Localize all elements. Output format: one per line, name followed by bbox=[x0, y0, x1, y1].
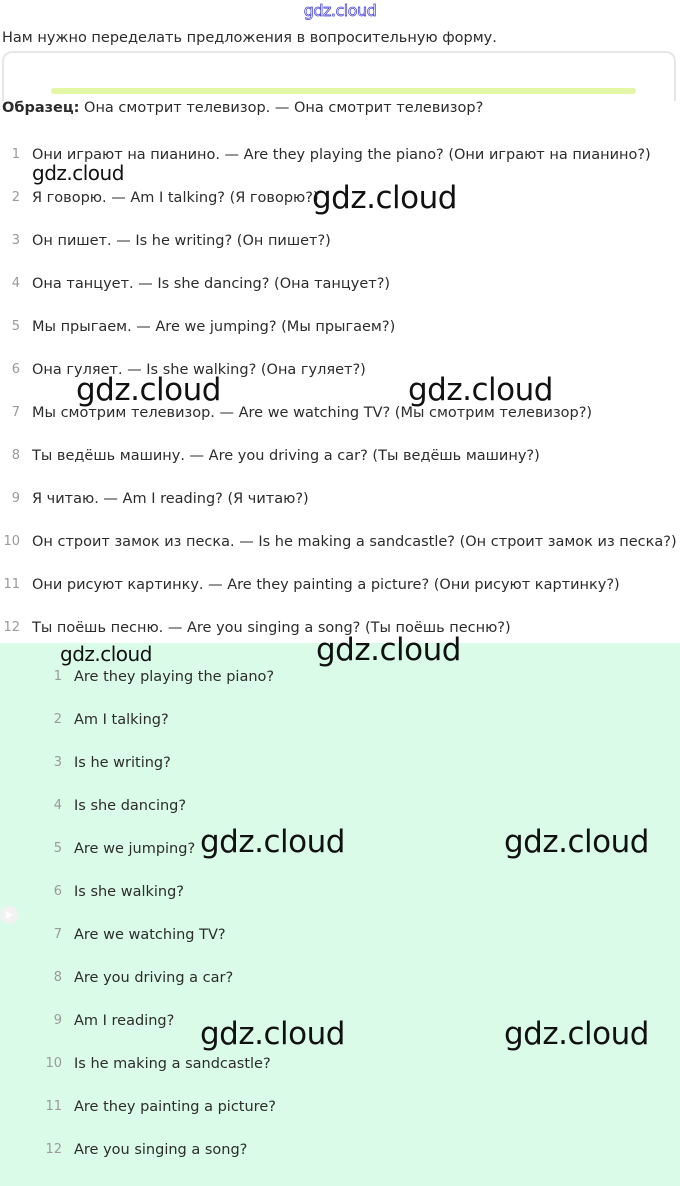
answer-text: Am I reading? bbox=[74, 1013, 175, 1029]
watermark: gdz.cloud bbox=[408, 372, 553, 408]
answer-text: Is he writing? bbox=[74, 755, 171, 771]
answer-text: Are we jumping? bbox=[74, 841, 196, 857]
task-number: 10 bbox=[3, 534, 20, 549]
answer-number: 4 bbox=[53, 798, 62, 813]
task-number: 9 bbox=[11, 491, 20, 506]
example-label: Образец: bbox=[2, 100, 80, 116]
answer-number: 6 bbox=[53, 884, 62, 899]
watermark: gdz.cloud bbox=[32, 161, 124, 185]
answer-text: Are you singing a song? bbox=[74, 1142, 248, 1158]
answer-number: 10 bbox=[45, 1056, 62, 1071]
answer-number: 3 bbox=[53, 755, 62, 770]
watermark: gdz.cloud bbox=[76, 372, 221, 408]
answer-number: 9 bbox=[53, 1013, 62, 1028]
answer-text: Is she walking? bbox=[74, 884, 185, 900]
site-watermark: gdz.cloud bbox=[303, 1, 377, 20]
progress-bar bbox=[51, 88, 636, 94]
watermark: gdz.cloud bbox=[60, 642, 152, 666]
intro-text: Нам нужно переделать предложения в вопросительную форму. bbox=[2, 30, 497, 46]
answer-number: 1 bbox=[53, 669, 62, 684]
watermark: gdz.cloud bbox=[200, 1016, 345, 1052]
task-number: 5 bbox=[11, 319, 20, 334]
answer-number: 8 bbox=[53, 970, 62, 985]
watermark: gdz.cloud bbox=[200, 824, 345, 860]
task-number: 6 bbox=[11, 362, 20, 377]
task-number: 2 bbox=[11, 190, 20, 205]
task-number: 12 bbox=[3, 620, 20, 635]
watermark: gdz.cloud bbox=[316, 632, 461, 668]
answer-text: Am I talking? bbox=[74, 712, 169, 728]
watermark: gdz.cloud bbox=[312, 180, 457, 216]
task-text: Они играют на пианино. — Are they playing the piano? (Они играют на пианино?) bbox=[32, 147, 651, 163]
answer-text: Are we watching TV? bbox=[74, 927, 226, 943]
task-text: Я читаю. — Am I reading? (Я читаю?) bbox=[32, 491, 309, 507]
task-number: 7 bbox=[11, 405, 20, 420]
task-text: Ты ведёшь машину. — Are you driving a car? (Ты ведёшь машину?) bbox=[32, 448, 540, 464]
task-text: Мы смотрим телевизор. — Are we watching TV? (Мы смотрим телевизор?) bbox=[32, 405, 593, 421]
answer-text: Is he making a sandcastle? bbox=[74, 1056, 271, 1072]
answer-number: 5 bbox=[53, 841, 62, 856]
task-text: Она гуляет. — Is she walking? (Она гуляет?) bbox=[32, 362, 366, 378]
watermark: gdz.cloud bbox=[504, 824, 649, 860]
watermark: gdz.cloud bbox=[504, 1016, 649, 1052]
task-text: Он строит замок из песка. — Is he making a sandcastle? (Он строит замок из песка?) bbox=[32, 534, 677, 550]
task-text: Я говорю. — Am I talking? (Я говорю?) bbox=[32, 190, 319, 206]
answer-number: 12 bbox=[45, 1142, 62, 1157]
task-text: Мы прыгаем. — Are we jumping? (Мы прыгаем?) bbox=[32, 319, 396, 335]
task-number: 11 bbox=[3, 577, 20, 592]
answer-number: 7 bbox=[53, 927, 62, 942]
answer-text: Are they playing the piano? bbox=[74, 669, 275, 685]
task-text: Они рисуют картинку. — Are they painting a picture? (Они рисуют картинку?) bbox=[32, 577, 620, 593]
task-number: 3 bbox=[11, 233, 20, 248]
input-card bbox=[2, 51, 676, 101]
task-text: Она танцует. — Is she dancing? (Она танцует?) bbox=[32, 276, 391, 292]
task-text: Он пишет. — Is he writing? (Он пишет?) bbox=[32, 233, 331, 249]
play-icon[interactable] bbox=[0, 906, 18, 924]
task-number: 1 bbox=[11, 147, 20, 162]
answer-text: Are they painting a picture? bbox=[74, 1099, 276, 1115]
example-text: Она смотрит телевизор. — Она смотрит телевизор? bbox=[79, 100, 484, 116]
answer-text: Are you driving a car? bbox=[74, 970, 234, 986]
answer-number: 11 bbox=[45, 1099, 62, 1114]
task-number: 8 bbox=[11, 448, 20, 463]
answer-number: 2 bbox=[53, 712, 62, 727]
answer-text: Is she dancing? bbox=[74, 798, 187, 814]
example-line bbox=[2, 100, 483, 116]
task-text: Ты поёшь песню. — Are you singing a song? (Ты поёшь песню?) bbox=[32, 620, 511, 636]
task-number: 4 bbox=[11, 276, 20, 291]
